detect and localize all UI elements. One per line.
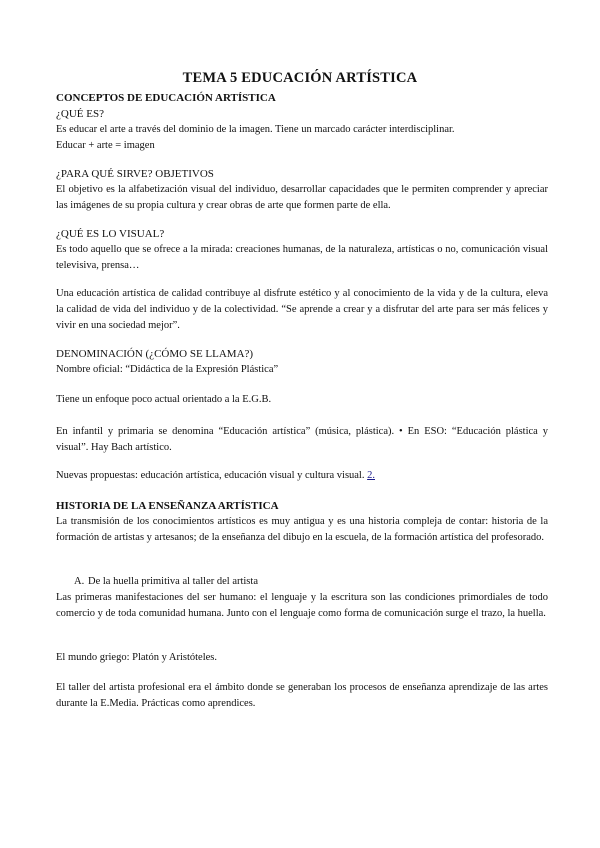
official-name-text: Nombre oficial: “Didáctica de la Expresión Plástica” <box>56 364 279 375</box>
question-objectives: ¿PARA QUÉ SIRVE? OBJETIVOS <box>56 168 214 180</box>
question-what-is: ¿QUÉ ES? <box>56 108 104 120</box>
quality-education-text: Una educación artística de calidad contribuye al disfrute estético y al conocimiento de la vida y de la cultura, eleva la calidad de vida del individuo y de la colectividad. “Se aprende a crear y a disfrutar del arte para ser más felices y vivir en una sociedad mejor”. <box>56 288 548 331</box>
levels-text: En infantil y primaria se denomina “Educación artística” (música, plástica). • En ESO: “Educación plástica y visual”. Hay Bach artístico. <box>56 426 548 453</box>
list-item-text: De la huella primitiva al taller del artista <box>88 576 258 587</box>
section-heading-concepts: CONCEPTOS DE EDUCACIÓN ARTÍSTICA <box>56 92 276 104</box>
first-manifestations-text: Las primeras manifestaciones del ser humano: el lenguaje y la escritura son las condiciones primordiales de todo comercio y de toda comunidad humana. Junto con el lenguaje como forma de comunicación surge el trazo, la huella. <box>56 592 548 619</box>
document-title: TEMA 5 EDUCACIÓN ARTÍSTICA <box>182 70 418 86</box>
question-what-is-visual: ¿QUÉ ES LO VISUAL? <box>56 228 165 240</box>
proposals-text: Nuevas propuestas: educación artística, educación visual y cultura visual. <box>56 470 365 481</box>
focus-text: Tiene un enfoque poco actual orientado a la E.G.B. <box>56 394 272 405</box>
artist-workshop-text: El taller del artista profesional era el ámbito donde se generaban los procesos de enseñanza aprendizaje de las artes durante la E.Media. Prácticas como aprendices. <box>56 682 548 709</box>
history-list-item <box>74 574 544 590</box>
greek-world-text: El mundo griego: Platón y Aristóteles. <box>56 652 217 663</box>
history-intro-text: La transmisión de los conocimientos artísticos es muy antigua y es una historia compleja de contar: historia de la formación de artistas y artesanos; de la enseñanza del dibujo en la escuela, de la formación artística del profesorado. <box>56 516 548 543</box>
section-heading-history: HISTORIA DE LA ENSEÑANZA ARTÍSTICA <box>56 500 279 512</box>
proposals-line <box>56 468 548 484</box>
what-is-formula: Educar + arte = imagen <box>56 140 155 151</box>
section-heading-denomination: DENOMINACIÓN (¿CÓMO SE LLAMA?) <box>56 348 254 360</box>
objectives-text: El objetivo es la alfabetización visual del individuo, desarrollar capacidades que le permiten comprender y apreciar las imágenes de su propia cultura y crear obras de arte que formen parte de ella. <box>56 184 548 211</box>
proposals-link[interactable]: 2. <box>367 470 375 481</box>
list-marker: A. <box>74 576 85 587</box>
visual-text: Es todo aquello que se ofrece a la mirada: creaciones humanas, de la naturaleza, artísticas o no, comunicación visual televisiva, prensa… <box>56 244 548 271</box>
what-is-text: Es educar el arte a través del dominio de la imagen. Tiene un marcado carácter interdisciplinar. <box>56 124 455 135</box>
